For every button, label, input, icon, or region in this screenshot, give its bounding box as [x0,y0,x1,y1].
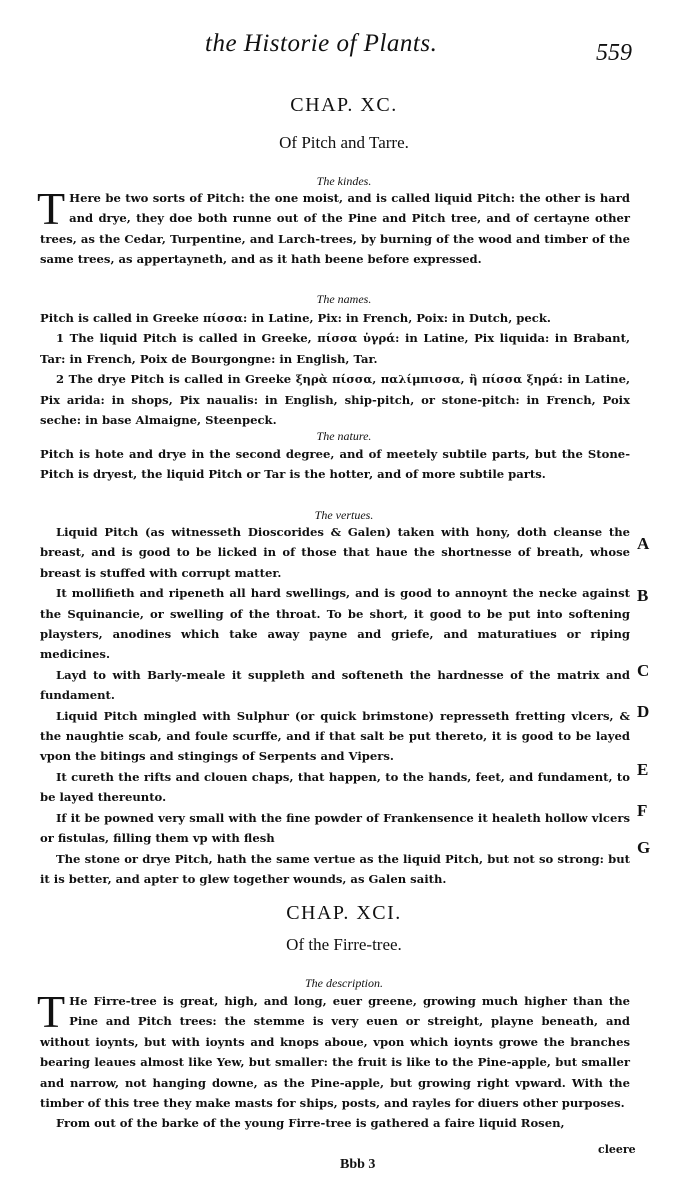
signature-mark: Bbb 3 [340,1157,376,1172]
nature-section [40,444,630,485]
vertue-e: It cureth the rifts and clouen chaps, that happen, to the hands, feet, and fundament, to be layed thereunto. [40,769,630,805]
rubric-names: The names. [316,292,372,306]
names-drye-pitch: 2 The drye Pitch is called in Greeke ξηρὰ πίσσα, παλίμπισσα, ἢ πίσσα ξηρά: in Latine, Pix arida: in shops, Pix naualis: in English, ship-pitch, or stone-pitch: in French, Poix seche: in base Almaigne, Steenpeck. [40,372,630,428]
drop-cap: T [37,986,66,1037]
vertues-section [40,522,630,889]
vertue-b: It mollifieth and ripeneth all hard swellings, and is good to annoynt the necke against the Squinancie, or swelling of the throat. To be short, it good to be put into softening playsters, anodines which take away payne and griefe, and maturatiues or riping medicines. [40,586,630,662]
margin-letter-e: E [637,760,649,779]
vertue-d: Liquid Pitch mingled with Sulphur (or quick brimstone) represseth fretting vlcers, & the naughtie scab, and foule scurffe, and if that salt be put thereto, it is good to be layed vpon the bitings and stingings of Serpents and Vipers. [40,708,630,764]
names-liquid-pitch: 1 The liquid Pitch is called in Greeke, πίσσα ὑγρά: in Latine, Pix liquida: in Brabant, Tar: in French, Poix de Bourgongne: in English, Tar. [40,331,630,366]
description-text: He Firre-tree is great, high, and long, euer greene, growing much higher than the Pine and Pitch trees: the stemme is very euen or streight, playne beneath, and without ioynts, but with ioynts and knops aboue, vpon which ioynts growe the branches bearing leaues almost like Yew, but smaller: the fruit is like to the Pine-apple, but smaller and narrow, not hanging downe, as the Pine-apple, but growing right vpward. With the timber of this tree they make masts for ships, posts, and rayles for diuers other purposes. [40,994,630,1111]
drop-cap: T [37,183,66,234]
rubric-vertues: The vertues. [314,508,374,522]
vertue-c: Layd to with Barly-meale it suppleth and softeneth the hardnesse of the matrix and fundament. [40,667,630,703]
running-title: the Historie of Plants. [205,30,438,57]
chapter-90-subtitle: Of Pitch and Tarre. [279,133,409,152]
margin-letter-f: F [637,801,648,820]
nature-paragraph: Pitch is hote and drye in the second degree, and of meetely subtile parts, but the Stone-Pitch is dryest, the liquid Pitch or Tar is the hotter, and of more subtile parts. [40,447,630,482]
vertue-f: If it be powned very small with the fine powder of Frankensence it healeth hollow vlcers or fistulas, filling them vp with flesh [40,810,630,846]
page-number: 559 [596,40,632,66]
kindes-text: Here be two sorts of Pitch: the one moist, and is called liquid Pitch: the other is hard and drye, they doe both runne out of the Pine and Pitch tree, and of certayne other trees, as the Cedar, Turpentine, and Larch-trees, by burning of the wood and timber of the same trees, as appertayneth, and as it hath beene before expressed. [40,191,630,267]
names-section [40,308,630,430]
chapter-91-title: CHAP. XCI. [286,902,402,924]
description-section [37,986,630,1134]
rubric-description: The description. [305,976,383,990]
rubric-nature: The nature. [316,429,372,443]
catchword: cleere [598,1143,636,1156]
margin-letter-a: A [637,534,650,553]
margin-letter-d: D [637,702,650,721]
chapter-91-subtitle: Of the Firre-tree. [286,935,402,954]
vertue-a: Liquid Pitch (as witnesseth Dioscorides & Galen) taken with hony, doth cleanse the breast, and is good to be licked in of those that haue the shortnesse of breath, whose breast is stuffed with corrupt matter. [40,525,630,580]
description-paragraph-2: From out of the barke of the young Firre-tree is gathered a faire liquid Rosen, [56,1116,565,1131]
kindes-section [37,183,630,270]
margin-letter-b: B [637,586,649,605]
vertue-g: The stone or drye Pitch, hath the same vertue as the liquid Pitch, but not so strong: but it is better, and apter to glew together wounds, as Galen saith. [40,851,630,886]
names-paragraph: Pitch is called in Greeke πίσσα: in Latine, Pix: in French, Poix: in Dutch, peck. [40,311,551,325]
description-paragraph [37,986,630,1113]
kindes-paragraph [37,183,630,270]
margin-letter-c: C [637,661,650,680]
rubric-kindes: The kindes. [316,174,372,188]
chapter-90-title: CHAP. XC. [290,94,398,116]
margin-letter-g: G [637,838,651,857]
